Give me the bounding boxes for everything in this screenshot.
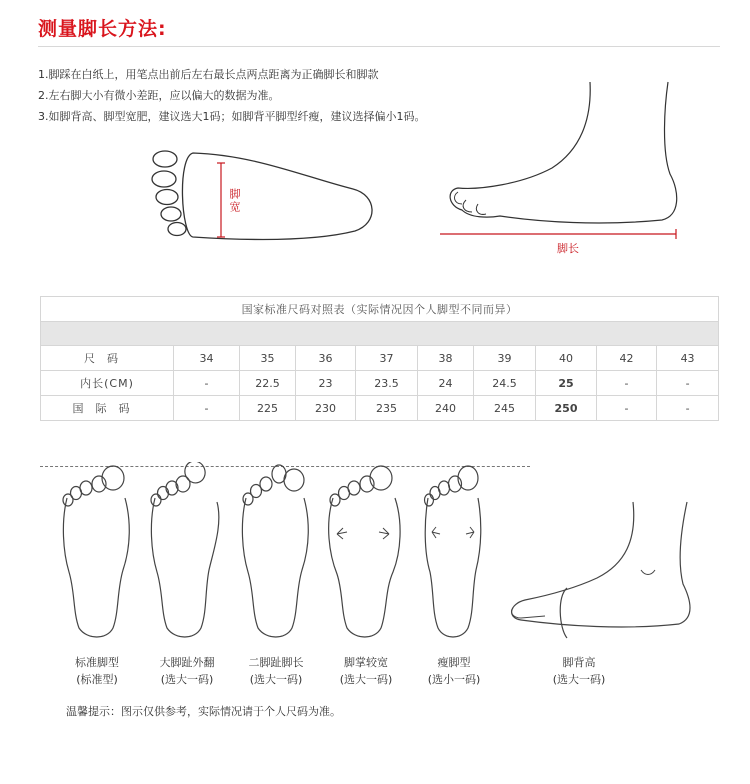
- table-cell: 43: [657, 346, 719, 371]
- table-cell: -: [597, 396, 657, 421]
- foot-width-label: 脚宽: [228, 188, 241, 214]
- foot-type-advice: (选小一码): [427, 673, 481, 686]
- table-cell: 230: [296, 396, 356, 421]
- foot-type-advice: (选大一码): [339, 673, 393, 686]
- foot-type-standard: [52, 654, 142, 688]
- table-cell: 235: [356, 396, 418, 421]
- foot-sole-illustration: [145, 145, 385, 245]
- page-title: 测量脚长方法:: [38, 18, 167, 40]
- foot-type-advice: (选大一码): [552, 673, 606, 686]
- foot-type-name: 瘦脚型: [437, 656, 471, 669]
- table-cell: 25: [536, 371, 597, 396]
- foot-type-name: 大脚趾外翻: [159, 656, 215, 669]
- wide-foot-icon: [323, 462, 403, 642]
- foot-type-name: 标准脚型: [75, 656, 119, 669]
- instruction-1: 1.脚踩在白纸上，用笔点出前后左右最长点两点距离为正确脚长和脚款: [38, 68, 379, 81]
- table-cell: 23: [296, 371, 356, 396]
- foot-type-wide: [321, 654, 411, 688]
- table-cell: -: [657, 396, 719, 421]
- table-cell: 22.5: [240, 371, 296, 396]
- narrow-foot-icon: [412, 462, 492, 642]
- table-row: [41, 346, 719, 371]
- foot-length-label: 脚长: [557, 242, 579, 255]
- table-row: [41, 371, 719, 396]
- table-cell: 37: [356, 346, 418, 371]
- foot-type-advice: (选大一码): [249, 673, 303, 686]
- table-cell: 36: [296, 346, 356, 371]
- long-second-toe-foot-icon: [234, 462, 314, 642]
- table-cell: 225: [240, 396, 296, 421]
- standard-foot-icon: [55, 462, 135, 642]
- table-cell: 40: [536, 346, 597, 371]
- table-cell: -: [597, 371, 657, 396]
- table-cell: 39: [474, 346, 536, 371]
- table-cell: 34: [174, 346, 240, 371]
- table-cell: 42: [597, 346, 657, 371]
- table-row: [41, 396, 719, 421]
- foot-type-high-instep: [534, 654, 624, 688]
- foot-type-advice: (标准型): [76, 673, 118, 686]
- high-instep-foot-icon: [505, 500, 695, 645]
- table-cell: 250: [536, 396, 597, 421]
- instruction-3: 3.如脚背高、脚型宽肥，建议选大1码；如脚背平脚型纤瘦，建议选择偏小1码。: [38, 110, 426, 123]
- foot-type-name: 脚掌较宽: [344, 656, 388, 669]
- foot-type-bunion: [142, 654, 232, 688]
- table-cell: 24.5: [474, 371, 536, 396]
- table-cell: 24: [418, 371, 474, 396]
- table-cell: 38: [418, 346, 474, 371]
- table-cell: -: [174, 396, 240, 421]
- table-cell: 35: [240, 346, 296, 371]
- reminder-note: 温馨提示：图示仅供参考，实际情况请于个人尺码为准。: [66, 705, 341, 718]
- bunion-foot-icon: [143, 462, 223, 642]
- title-divider: [38, 46, 720, 47]
- table-cell: -: [174, 371, 240, 396]
- instruction-2: 2.左右脚大小有微小差距，应以偏大的数据为准。: [38, 89, 280, 102]
- foot-side-illustration: [440, 80, 690, 255]
- foot-type-long-second-toe: [231, 654, 321, 688]
- table-band: [41, 322, 719, 346]
- table-cell: -: [657, 371, 719, 396]
- table-cell: 245: [474, 396, 536, 421]
- foot-type-name: 脚背高: [562, 656, 596, 669]
- table-caption: 国家标准尺码对照表（实际情况因个人脚型不同而异）: [41, 297, 719, 322]
- foot-type-narrow: [409, 654, 499, 688]
- table-cell: 240: [418, 396, 474, 421]
- table-cell: 23.5: [356, 371, 418, 396]
- row-header: 内长(CM): [41, 371, 174, 396]
- foot-type-name: 二脚趾脚长: [248, 656, 304, 669]
- foot-type-advice: (选大一码): [160, 673, 214, 686]
- row-header: 国际码: [41, 396, 174, 421]
- size-chart-table: [40, 296, 719, 421]
- row-header: 尺码: [41, 346, 174, 371]
